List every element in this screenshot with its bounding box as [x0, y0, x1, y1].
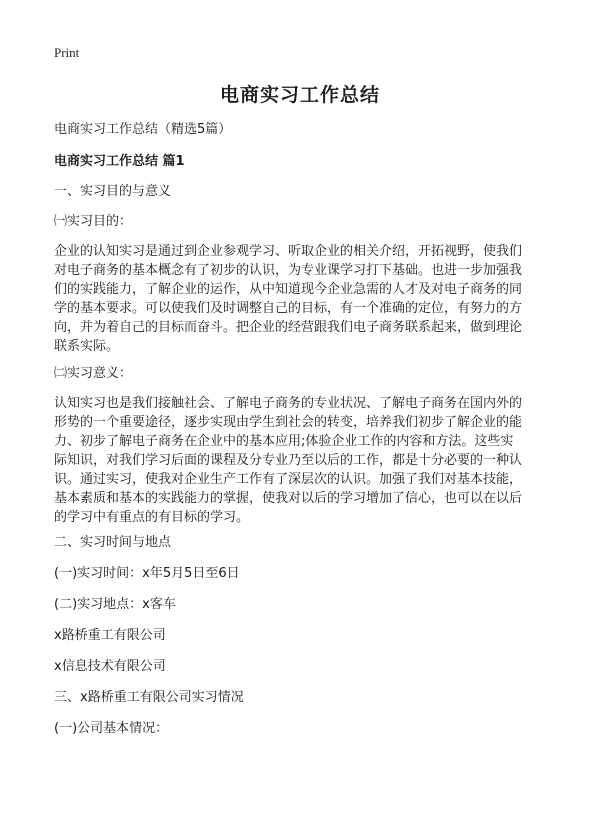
paragraph-significance — [54, 394, 550, 527]
subheading-company-info: (一)公司基本情况： — [54, 721, 169, 736]
heading-company-internship: 三、x路桥重工有限公司实习情况 — [54, 690, 244, 705]
paragraph-purpose — [54, 242, 550, 356]
document-title: 电商实习工作总结 — [219, 84, 380, 106]
paragraph-line: 企业的认知实习是通过到企业参观学习、听取企业的相关介绍，开拓视野，使我们 — [54, 244, 523, 259]
subheading-significance: ㈡实习意义： — [54, 366, 133, 381]
company-name: x路桥重工有限公司 — [54, 628, 166, 643]
paragraph-line: 力、初步了解电子商务在企业中的基本应用;体验企业工作的内容和方法。这些实 — [54, 434, 514, 449]
internship-place: (二)实习地点：x客车 — [54, 597, 176, 612]
paragraph-line: 向，并为着自己的目标而奋斗。把企业的经营跟我们电子商务联系起来，做到理论 — [54, 320, 523, 335]
paragraph-line: 的学习中有重点的有目标的学习。 — [54, 510, 250, 525]
heading-time-place: 二、实习时间与地点 — [54, 535, 172, 550]
section-heading: 电商实习工作总结 篇1 — [54, 154, 185, 169]
paragraph-line: 际知识，对我们学习后面的课程及分专业乃至以后的工作，都是十分必要的一种认 — [54, 453, 523, 468]
internship-time: (一)实习时间：x年5月5日至6日 — [54, 566, 240, 581]
subheading-purpose: ㈠实习目的： — [54, 214, 133, 229]
paragraph-line: 基本素质和基本的实践能力的掌握，使我对以后的学习增加了信心，也可以在以后 — [54, 491, 523, 506]
paragraph-line: 对电子商务的基本概念有了初步的认识，为专业课学习打下基础。也进一步加强我 — [54, 263, 523, 278]
print-label: Print — [54, 45, 80, 60]
heading-purpose-significance: 一、实习目的与意义 — [54, 184, 172, 199]
paragraph-line: 认知实习也是我们接触社会、了解电子商务的专业状况、了解电子商务在国内外的 — [54, 396, 523, 411]
paragraph-line: 联系实际。 — [54, 339, 120, 354]
paragraph-line: 识。通过实习，使我对企业生产工作有了深层次的认识。加强了我们对基本技能， — [54, 472, 523, 487]
paragraph-line: 形势的一个重要途径，逐步实现由学生到社会的转变，培养我们初步了解企业的能 — [54, 415, 523, 430]
company-name: x信息技术有限公司 — [54, 659, 166, 674]
paragraph-line: 们的实践能力，了解企业的运作，从中知道现今企业急需的人才及对电子商务的同 — [54, 282, 523, 297]
document-subtitle: 电商实习工作总结（精选5篇） — [54, 122, 232, 137]
paragraph-line: 学的基本要求。可以使我们及时调整自己的目标，有一个准确的定位，有努力的方 — [54, 301, 523, 316]
